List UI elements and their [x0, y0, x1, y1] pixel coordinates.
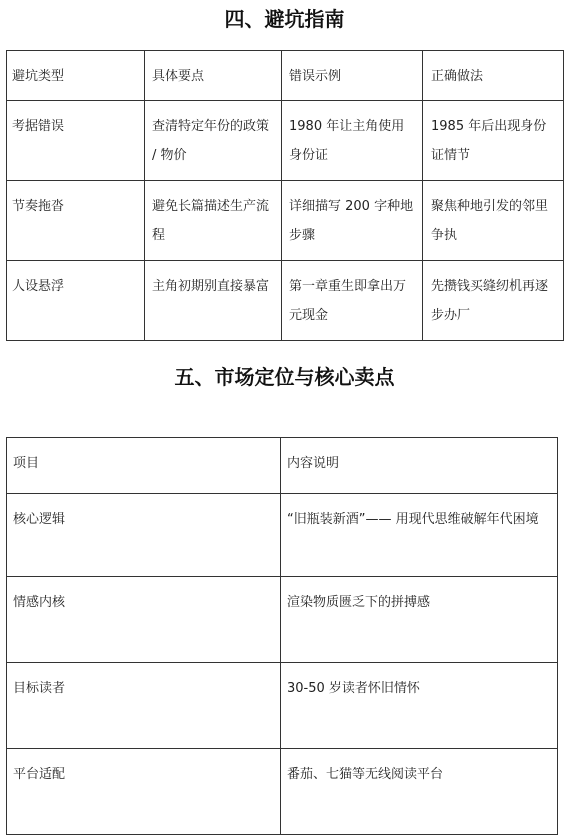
section-4-title: 四、避坑指南	[224, 7, 345, 31]
header-cell: 正确做法	[423, 51, 564, 101]
header-cell: 错误示例	[282, 51, 423, 101]
table-row	[7, 577, 558, 663]
table-cell: 聚焦种地引发的邻里争执	[423, 181, 564, 261]
table-cell: 先攒钱买缝纫机再逐步办厂	[423, 261, 564, 341]
header-cell: 具体要点	[145, 51, 282, 101]
table-cell: 详细描写 200 字种地步骤	[282, 181, 423, 261]
pitfall-guide-table	[6, 50, 564, 341]
section-5-title: 五、市场定位与核心卖点	[174, 365, 395, 389]
table-cell: 主角初期别直接暴富	[145, 261, 282, 341]
table-cell: 第一章重生即拿出万元现金	[282, 261, 423, 341]
table-cell: 核心逻辑	[7, 494, 281, 577]
table-row	[7, 261, 564, 341]
market-positioning-table	[6, 437, 558, 835]
table-header-row	[7, 438, 558, 494]
table-cell: 目标读者	[7, 663, 281, 749]
table-cell: 番茄、七猫等无线阅读平台	[281, 749, 558, 835]
table-cell: 考据错误	[7, 101, 145, 181]
table-cell: 节奏拖沓	[7, 181, 145, 261]
table-cell: 人设悬浮	[7, 261, 145, 341]
table-cell: 30-50 岁读者怀旧情怀	[281, 663, 558, 749]
table-cell: 避免长篇描述生产流程	[145, 181, 282, 261]
table-row	[7, 101, 564, 181]
table-cell: 查清特定年份的政策 / 物价	[145, 101, 282, 181]
table-cell: 渲染物质匮乏下的拼搏感	[281, 577, 558, 663]
table-row	[7, 494, 558, 577]
table-cell: 1980 年让主角使用身份证	[282, 101, 423, 181]
table-cell: 1985 年后出现身份证情节	[423, 101, 564, 181]
table-row	[7, 749, 558, 835]
table-cell: 情感内核	[7, 577, 281, 663]
table-row	[7, 181, 564, 261]
table-cell: “旧瓶装新酒”—— 用现代思维破解年代困境	[281, 494, 558, 577]
table-row	[7, 663, 558, 749]
header-cell: 内容说明	[281, 438, 558, 494]
header-cell: 项目	[7, 438, 281, 494]
table-header-row	[7, 51, 564, 101]
table-cell: 平台适配	[7, 749, 281, 835]
header-cell: 避坑类型	[7, 51, 145, 101]
